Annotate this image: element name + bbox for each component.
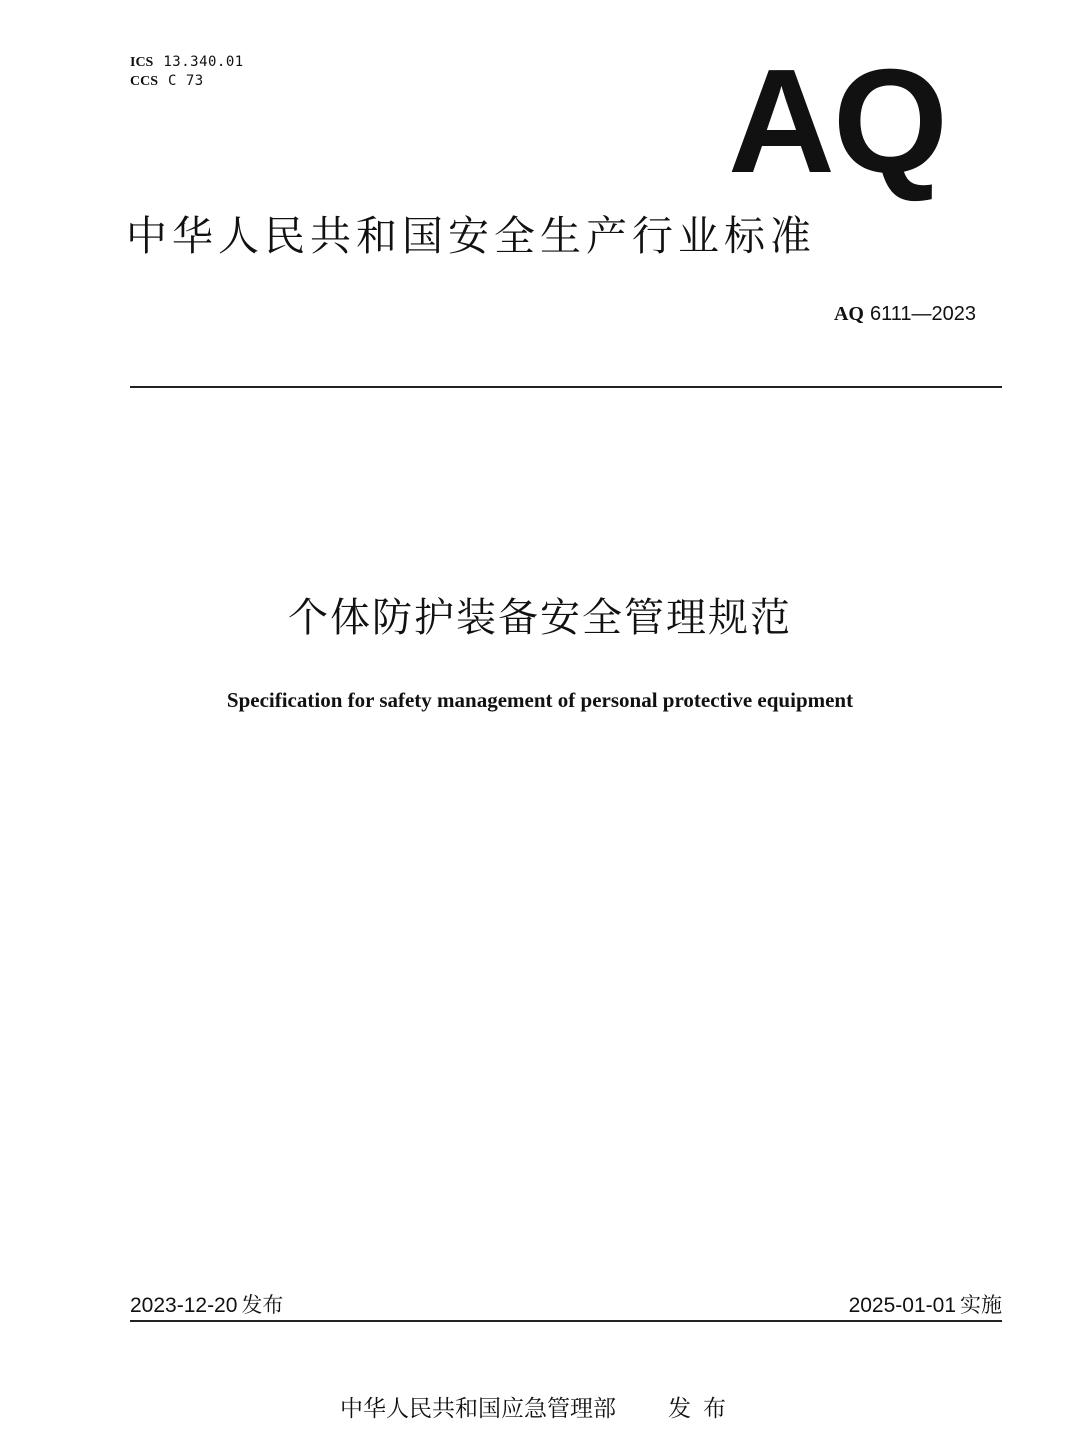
document-title-chinese: 个体防护装备安全管理规范 xyxy=(288,595,792,641)
issuer-name: 中华人民共和国应急管理部 xyxy=(340,1396,616,1422)
effective-date xyxy=(849,1290,1002,1321)
publish-date-value: 2023-12-20 xyxy=(130,1294,238,1317)
footer-divider xyxy=(130,1320,1002,1322)
ccs-label: CCS xyxy=(130,74,159,89)
effective-label: 实施 xyxy=(960,1293,1002,1317)
publish-label: 发布 xyxy=(241,1293,284,1317)
issuer-line xyxy=(340,1392,738,1426)
ccs-code: C 73 xyxy=(168,73,204,89)
standard-category: 中华人民共和国安全生产行业标准 xyxy=(126,212,816,260)
ics-classification xyxy=(130,53,244,72)
standard-number xyxy=(834,300,976,327)
standard-number-prefix: AQ xyxy=(833,303,864,325)
ics-label: ICS xyxy=(130,55,154,70)
effective-date-value: 2025-01-01 xyxy=(848,1294,956,1317)
publish-date xyxy=(130,1290,283,1321)
document-title-english: Specification for safety management of personal protective equipment xyxy=(226,688,854,712)
standard-number-value: 6111—2023 xyxy=(869,303,976,325)
ics-code: 13.340.01 xyxy=(163,54,244,70)
header-divider xyxy=(130,386,1002,388)
issuer-action: 发布 xyxy=(668,1396,738,1422)
ccs-classification xyxy=(130,72,204,91)
aq-logo: AQ xyxy=(728,39,946,204)
